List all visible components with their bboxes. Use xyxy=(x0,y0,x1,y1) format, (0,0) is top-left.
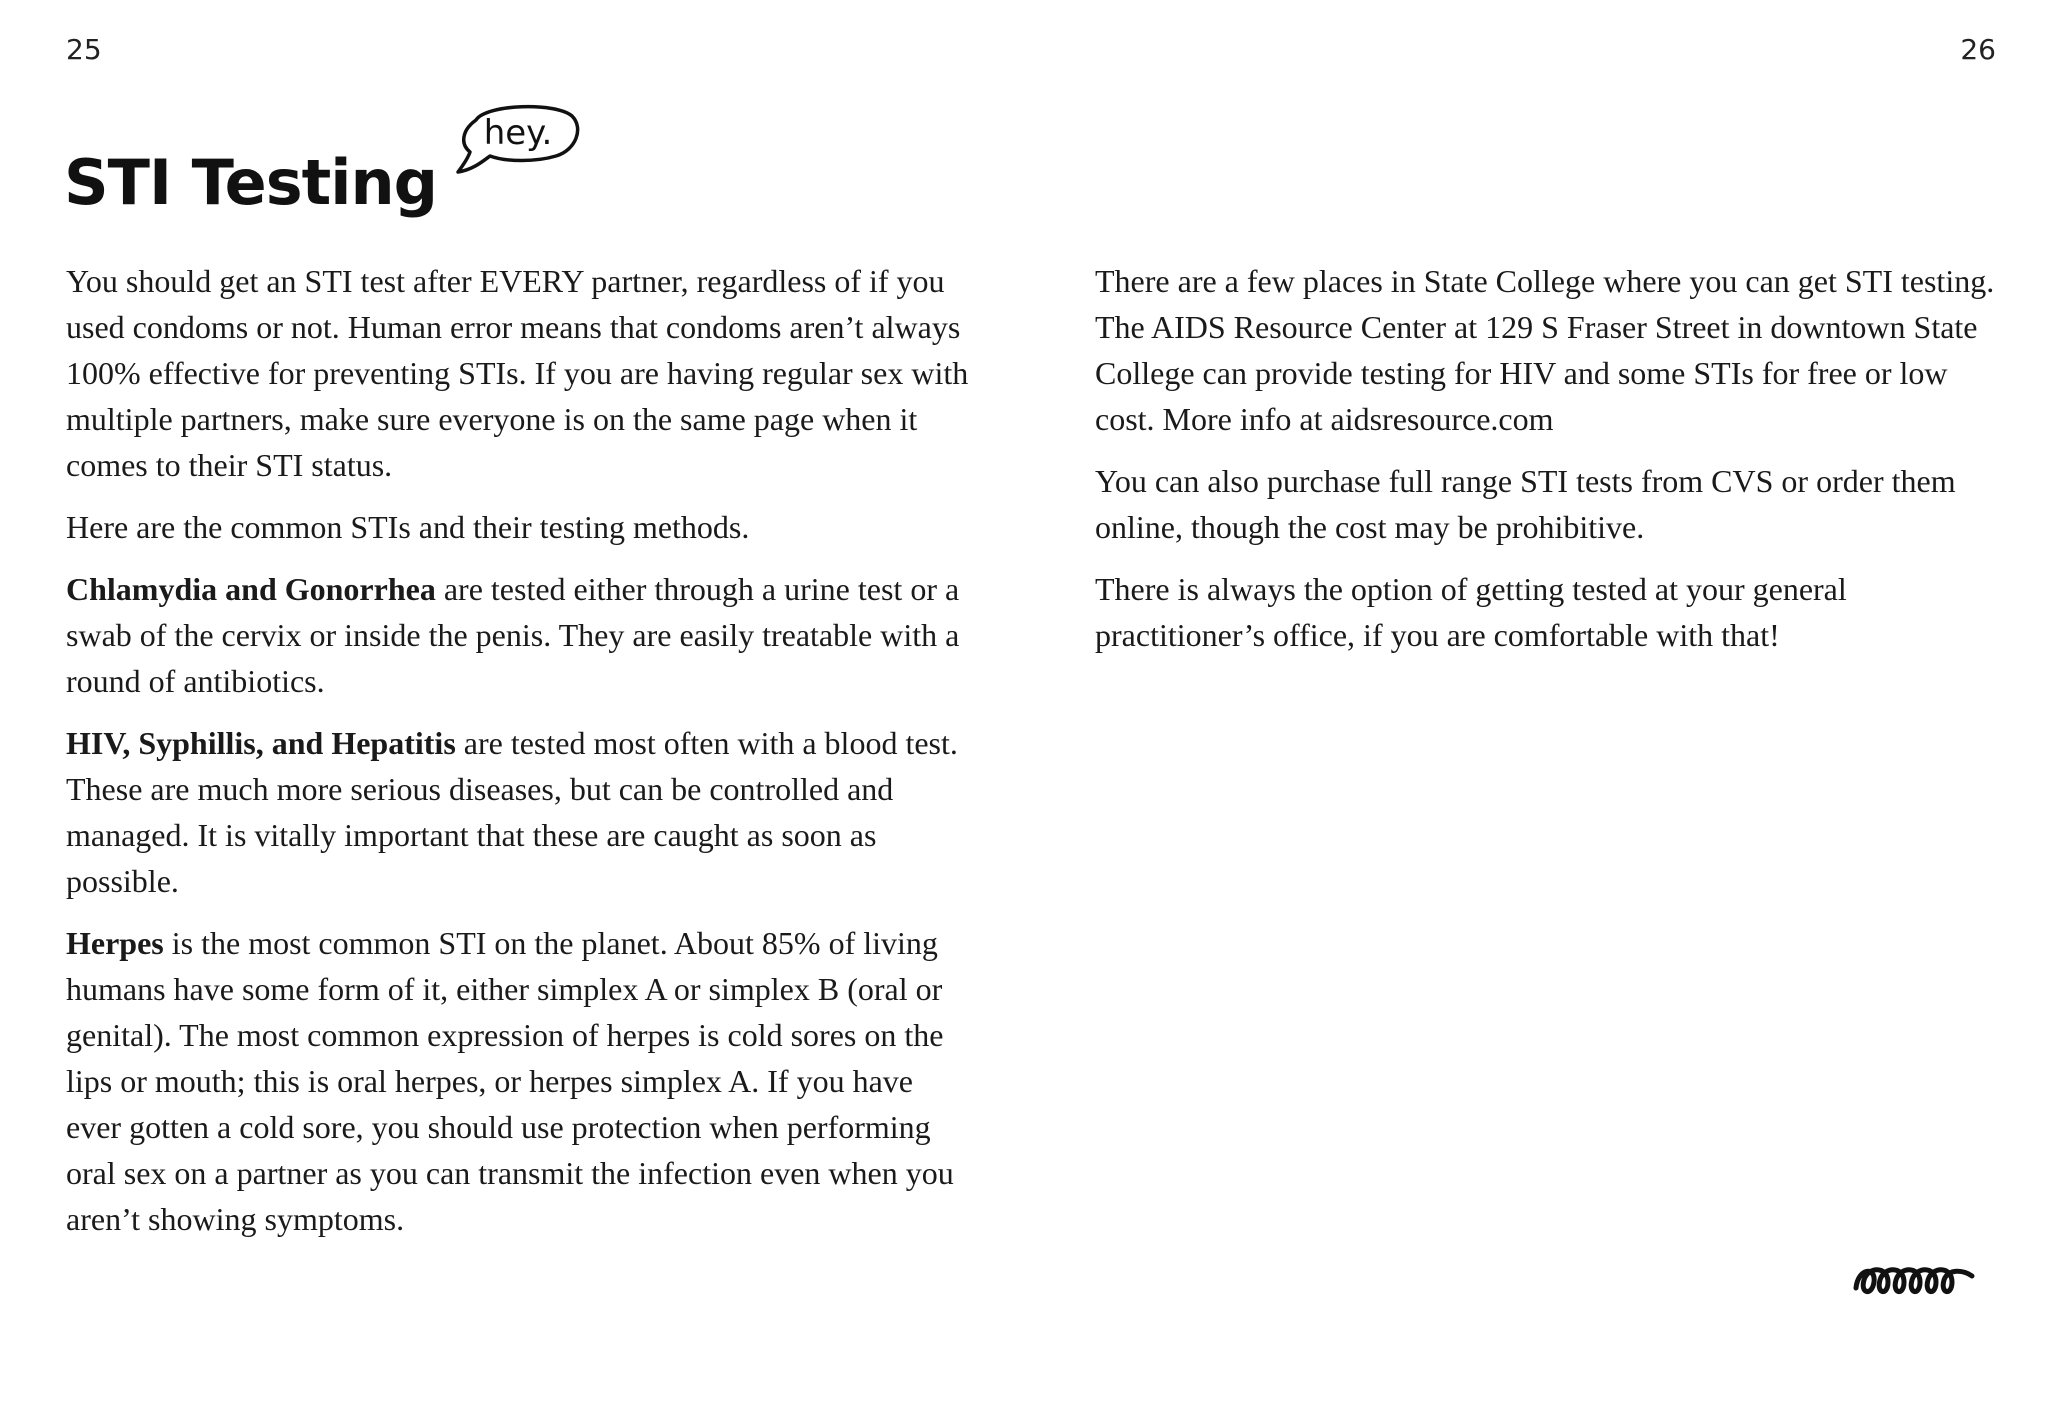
chlamydia-paragraph xyxy=(66,566,976,704)
page-title: STI Testing xyxy=(64,146,438,219)
lead-in-paragraph: Here are the common STIs and their testing methods. xyxy=(66,509,750,545)
hiv-paragraph xyxy=(66,720,976,904)
left-column xyxy=(66,258,976,1258)
page-number-left: 25 xyxy=(66,33,102,66)
herpes-text: is the most common STI on the planet. About 85% of living humans have some form of it, either simplex A or simplex B (oral or genital). The most common expression of herpes is cold sores on the lips or mouth; this is oral herpes, or herpes simplex A. If you have ever gotten a cold sore, you should use protection when performing oral sex on a partner as you can transmit the infection even when you aren’t showing symptoms. xyxy=(66,925,954,1237)
chlamydia-text: are tested either through a urine test or a swab of the cervix or inside the penis. They are easily treatable with a round of antibiotics. xyxy=(66,571,960,699)
intro-paragraph: You should get an STI test after EVERY partner, regardless of if you used condoms or not. Human error means that condoms aren’t always 100% effective for preventing STIs. If you are having regular sex with multiple partners, make sure everyone is on the same page when it comes to their STI status. xyxy=(66,263,969,483)
herpes-term: Herpes xyxy=(66,925,164,961)
hiv-term: HIV, Syphillis, and Hepatitis xyxy=(66,725,456,761)
page-number-right: 26 xyxy=(1960,33,1996,66)
practitioner-paragraph: There is always the option of getting tested at your general practitioner’s office, if you are comfortable with that! xyxy=(1095,571,1847,653)
testing-locations-paragraph: There are a few places in State College where you can get STI testing. The AIDS Resource Center at 129 S Fraser Street in downtown State College can provide testing for HIV and some STIs for free or low cost. More info at aidsresource.com xyxy=(1095,263,1995,437)
hiv-text: are tested most often with a blood test. These are much more serious diseases, but can be controlled and managed. It is vitally important that these are caught as soon as possible. xyxy=(66,725,958,899)
chlamydia-term: Chlamydia and Gonorrhea xyxy=(66,571,436,607)
title-block xyxy=(64,146,438,232)
purchase-tests-paragraph: You can also purchase full range STI tests from CVS or order them online, though the cost may be prohibitive. xyxy=(1095,463,1956,545)
right-column xyxy=(1095,258,2005,674)
squiggle-doodle-icon xyxy=(1852,1258,1976,1304)
bubble-text: hey. xyxy=(483,113,553,153)
speech-bubble-icon xyxy=(446,100,582,182)
herpes-paragraph xyxy=(66,920,976,1242)
